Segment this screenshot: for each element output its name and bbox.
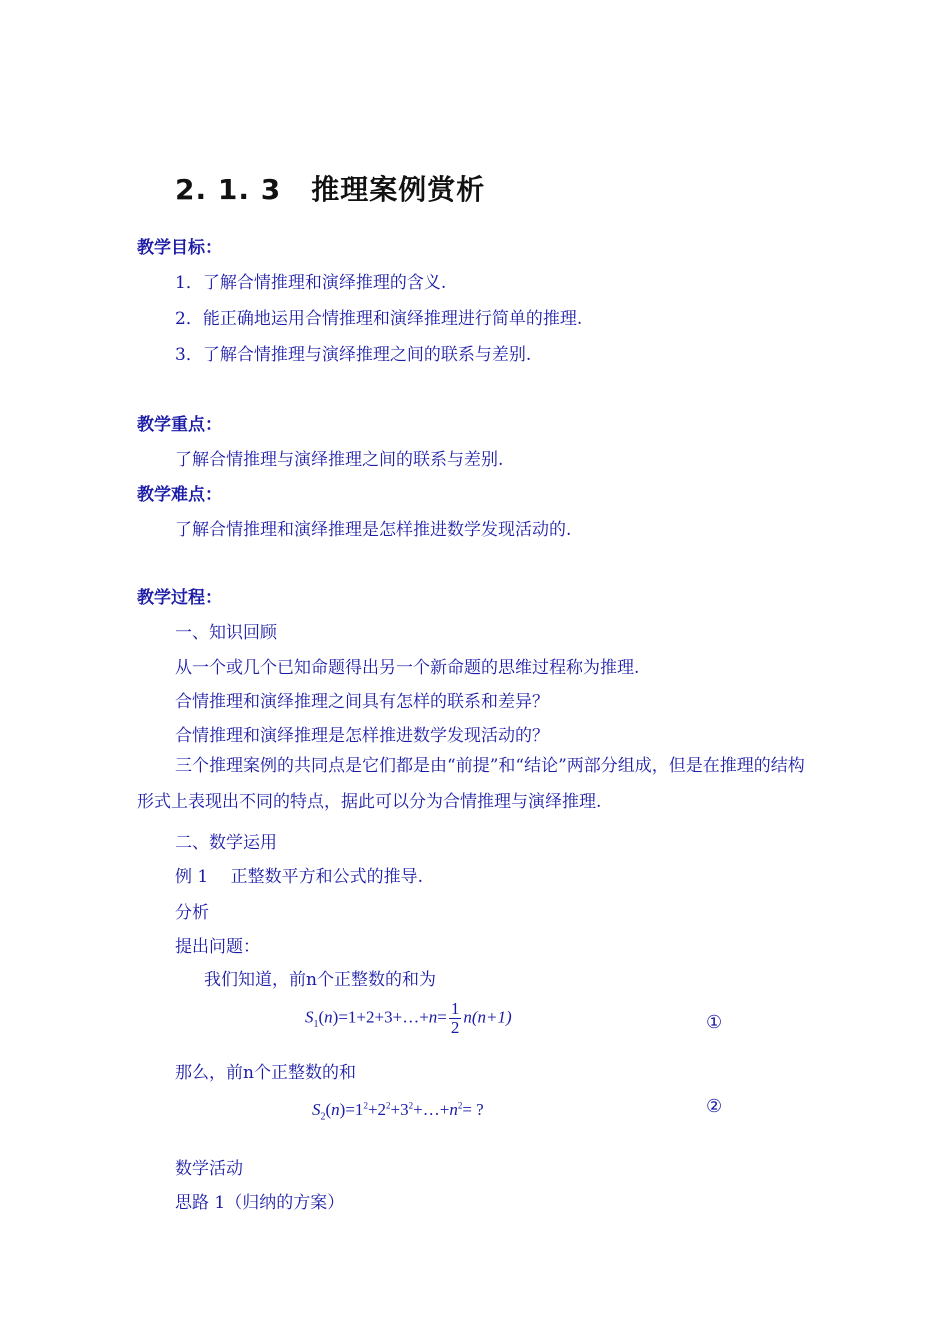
question-label: 提出问题：	[175, 937, 260, 957]
difficulty-heading: 教学难点：	[137, 485, 222, 505]
review-line-1: 从一个或几个已知命题得出另一个新命题的思维过程称为推理.	[175, 658, 640, 678]
formula-sum: $S_1(n)=1+2+3+\dots+n=$ $\frac{1}{2}$ n(n+1)	[305, 999, 512, 1037]
formula-marker-1: ①	[706, 1012, 723, 1033]
review-line-2: 合情推理和演绎推理之间具有怎样的联系和差异？	[175, 692, 549, 712]
section-title	[175, 168, 485, 208]
objective-item-1: 1．了解合情推理和演绎推理的含义.	[175, 273, 447, 293]
review-title: 一、知识回顾	[175, 623, 277, 643]
review-line-3: 合情推理和演绎推理是怎样推进数学发现活动的？	[175, 726, 549, 746]
key-point-heading: 教学重点：	[137, 415, 222, 435]
review-paragraph: 三个推理案例的共同点是它们都是由“前提”和“结论”两部分组成，但是在推理的结构形式上表现出不同的特点，据此可以分为合情推理与演绎推理.	[137, 756, 805, 812]
objectives-heading: 教学目标：	[137, 238, 222, 258]
objective-item-3: 3．了解合情推理与演绎推理之间的联系与差别.	[175, 345, 532, 365]
key-point-text: 了解合情推理与演绎推理之间的联系与差别.	[175, 450, 504, 470]
fraction-one-half: $\frac{1}{2}$	[450, 999, 460, 1037]
formula-marker-2: ②	[706, 1096, 723, 1117]
idea-1: 思路 1（归纳的方案）	[175, 1193, 345, 1213]
process-heading: 教学过程：	[137, 588, 222, 608]
example-1: 例 1 正整数平方和公式的推导.	[175, 867, 424, 887]
difficulty-text: 了解合情推理和演绎推理是怎样推进数学发现活动的.	[175, 520, 572, 540]
formula-square-sum: $S_2(n)=1^2+2^2+3^2+\dots+n^2=$ ?	[312, 1100, 484, 1123]
then-text: 那么，前n个正整数的和	[175, 1063, 356, 1083]
section-title-text: 推理案例赏析	[311, 173, 486, 206]
application-title: 二、数学运用	[175, 833, 277, 853]
section-number: 2. 1. 3	[175, 173, 282, 206]
known-sum-text: 我们知道，前n个正整数的和为	[204, 970, 436, 990]
objective-item-2: 2．能正确地运用合情推理和演绎推理进行简单的推理.	[175, 309, 583, 329]
analysis-label: 分析	[175, 903, 209, 923]
activity-label: 数学活动	[175, 1159, 243, 1179]
